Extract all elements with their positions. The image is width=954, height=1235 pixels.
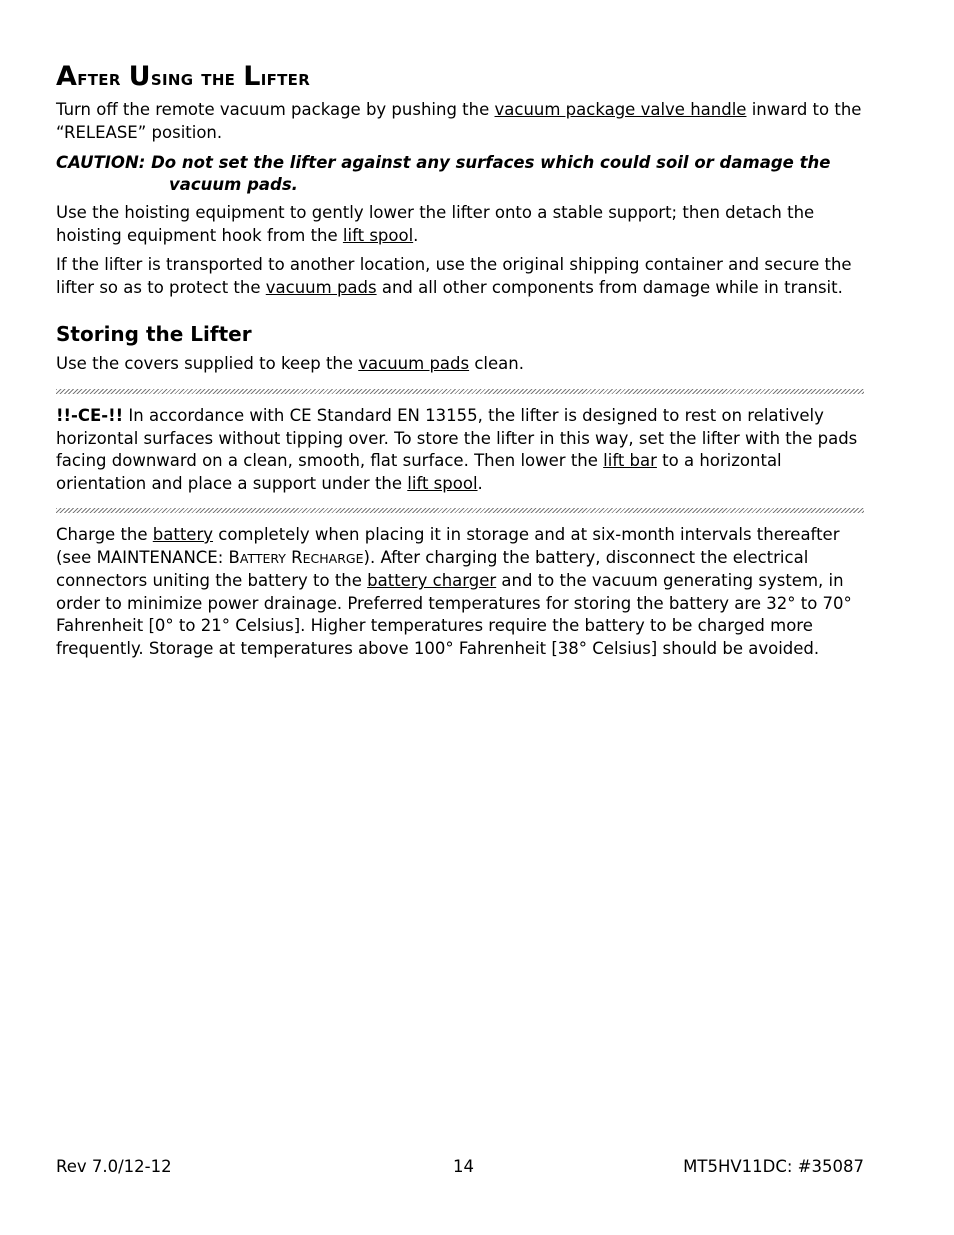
link-battery[interactable]: battery [152, 525, 214, 544]
link-lift-bar[interactable]: lift bar [603, 451, 657, 471]
subheading-storing-the-lifter: Storing the Lifter [56, 322, 252, 346]
paragraph-transport: If the lifter is transported to another location, use the original shipping container and secure the lifter so as to protect the vacuum pads and all other components from damage while in transit. [56, 255, 852, 297]
footer-model-number: MT5HV11DC: #35087 [683, 1157, 864, 1176]
paragraph-hoisting: Use the hoisting equipment to gently lower the lifter onto a stable support; then detach the hoisting equipment hook from the lift spool. [56, 203, 815, 245]
link-vacuum-package-valve-handle[interactable]: vacuum package valve handle [494, 100, 747, 119]
link-vacuum-pads[interactable]: vacuum pads [265, 277, 377, 297]
ce-note: !!-CE-!! In accordance with CE Standard EN 13155, the lifter is designed to rest on relatively horizontal surfaces without tipping over. To store the lifter in this way, set the lifter with the pads facing downward on a clean, smooth, flat surface. Then lower the lift bar to a horizontal orientation and place a support under the lift spool. [56, 406, 858, 493]
caution-note: CAUTION: Do not set the lifter against any surfaces which could soil or damage the vacuum pads. [56, 153, 831, 194]
paragraph-battery: Charge the battery completely when placing it in storage and at six-month intervals thereafter (see MAINTENANCE: BATTERY RECHARGE). After charging the battery, disconnect the electrical connectors uniting the battery to the battery charger and to the vacuum generating system, in order to minimize power drainage. Preferred temperatures for storing the battery are 32° to 70° Fahrenheit [0° to 21° Celsius]. Higher temperatures require the battery to be charged more frequently. Storage at temperatures above 100° Fahrenheit [38° Celsius] should be avoided. [56, 525, 852, 658]
link-lift-spool-ce[interactable]: lift spool [407, 473, 478, 493]
footer-revision: Rev 7.0/12-12 [56, 1157, 172, 1176]
footer-page-number: 14 [453, 1157, 474, 1176]
divider-top [56, 389, 864, 394]
link-battery-charger[interactable]: battery charger [367, 571, 497, 591]
divider-bottom [56, 508, 864, 513]
section-heading-after-using-the-lifter: After Using the Lifter [56, 61, 311, 92]
paragraph-covers: Use the covers supplied to keep the vacuum pads clean. [56, 354, 524, 373]
paragraph-release-valve: Turn off the remote vacuum package by pushing the vacuum package valve handle inward to the “RELEASE” position. [56, 100, 862, 142]
ce-label: !!-CE-!! [56, 406, 124, 425]
link-vacuum-pads-covers[interactable]: vacuum pads [358, 354, 470, 373]
link-lift-spool[interactable]: lift spool [342, 225, 414, 245]
